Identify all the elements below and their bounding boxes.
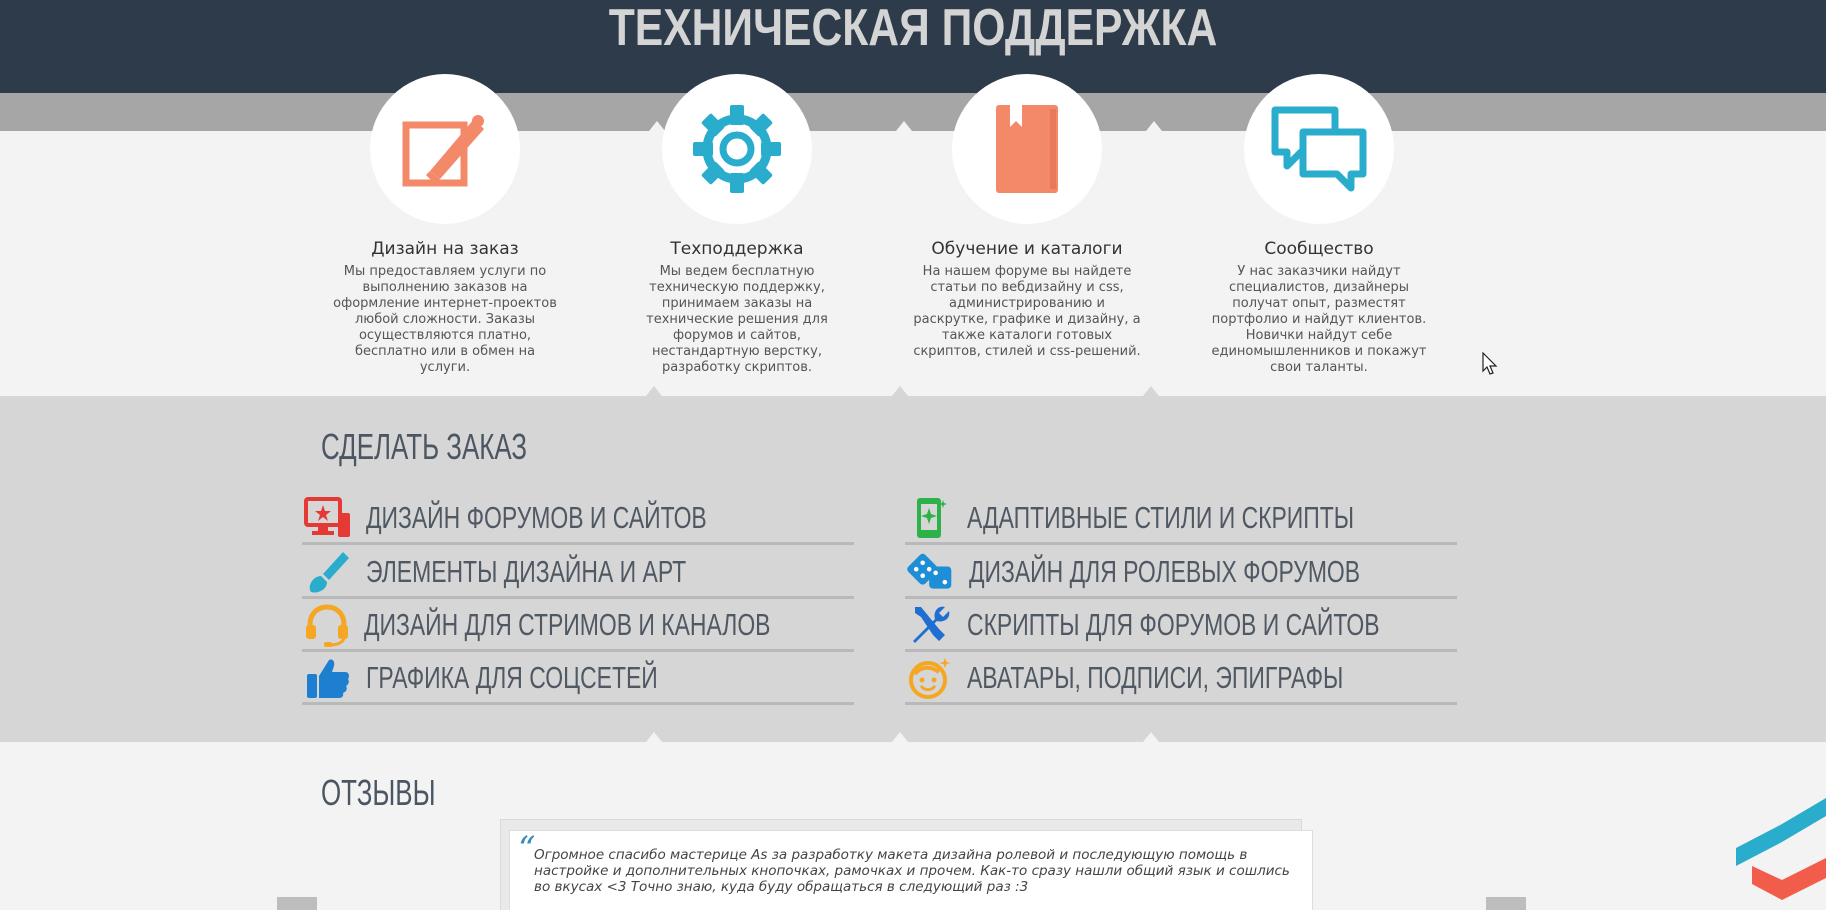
service-community <box>1199 74 1439 376</box>
order-item-label: ДИЗАЙН ДЛЯ РОЛЕВЫХ ФОРУМОВ <box>969 554 1361 589</box>
mouse-cursor-icon <box>1482 352 1498 376</box>
service-title: Дизайн на заказ <box>371 239 519 259</box>
orders-title: СДЕЛАТЬ ЗАКАЗ <box>321 426 528 467</box>
order-item-art[interactable] <box>302 548 854 599</box>
devices-star-icon <box>304 495 352 541</box>
headset-icon <box>304 602 350 648</box>
service-title: Обучение и каталоги <box>931 239 1123 259</box>
reviews-section <box>0 742 1826 910</box>
order-item-scripts[interactable] <box>905 601 1457 652</box>
face-icon <box>907 655 953 701</box>
service-text: Мы ведем бесплатную техническую поддержку, принимаем заказы на технические решения для форумов и сайтов, нестандартную верстку, разработку скриптов. <box>646 264 828 375</box>
order-item-streams[interactable] <box>302 601 854 652</box>
order-item-label: ДИЗАЙН ФОРУМОВ И САЙТОВ <box>366 500 707 535</box>
order-item-label: АВАТАРЫ, ПОДПИСИ, ЭПИГРАФЫ <box>967 660 1344 695</box>
order-item-social[interactable] <box>302 654 854 705</box>
book-icon <box>992 103 1062 195</box>
orders-section <box>0 396 1826 742</box>
service-text: Мы предоставляем услуги по выполнению заказов на оформление интернет-проектов любой сложности. Заказы осуществляются платно, бесплатно или в обмен на услуги. <box>333 264 557 375</box>
divider-notch <box>1143 732 1159 742</box>
corner-logo-icon <box>1736 796 1826 910</box>
service-icon-circle <box>662 74 812 224</box>
divider-notch <box>892 732 908 742</box>
divider-notch <box>646 386 662 396</box>
service-text: На нашем форуме вы найдете статьи по вебдизайну и css, администрированию и раскрутке, графике и дизайну, а также каталоги готовых скриптов, стилей и css-решений. <box>913 264 1141 359</box>
page-title: ТЕХНИЧЕСКАЯ ПОДДЕРЖКА <box>608 0 1218 57</box>
dice-icon <box>907 549 955 595</box>
divider-notch <box>646 732 662 742</box>
quote-icon: “ <box>518 829 536 869</box>
order-item-label: ГРАФИКА ДЛЯ СОЦСЕТЕЙ <box>366 660 658 695</box>
order-item-label: СКРИПТЫ ДЛЯ ФОРУМОВ И САЙТОВ <box>967 607 1380 642</box>
chat-bubbles-icon <box>1271 106 1367 192</box>
reviews-title: ОТЗЫВЫ <box>321 772 436 813</box>
service-design <box>325 74 565 376</box>
order-item-adaptive[interactable] <box>905 494 1457 545</box>
service-learning <box>907 74 1147 360</box>
brush-icon <box>304 549 352 595</box>
order-item-roleplay[interactable] <box>905 548 1457 599</box>
order-item-forum-design[interactable] <box>302 494 854 545</box>
review-text: Огромное спасибо мастерице As за разработку макета дизайна ролевой и последующую помощь в настройке и дополнительных кнопочках, рамочках и прочем. Как-то сразу нашли общий язык и сошлись во вкусах <3 Точно знаю, куда буду обращаться в следующий раз :3 <box>534 847 1290 895</box>
order-item-label: ДИЗАЙН ДЛЯ СТРИМОВ И КАНАЛОВ <box>364 607 771 642</box>
review-prev-button[interactable] <box>277 897 317 910</box>
order-item-avatars[interactable] <box>905 654 1457 705</box>
service-support <box>617 74 857 376</box>
gear-icon <box>691 103 783 195</box>
order-item-label: ЭЛЕМЕНТЫ ДИЗАЙНА И АРТ <box>366 554 687 589</box>
tools-icon <box>907 602 953 648</box>
order-item-label: АДАПТИВНЫЕ СТИЛИ И СКРИПТЫ <box>967 500 1355 535</box>
design-pen-icon <box>400 109 490 189</box>
service-icon-circle <box>952 74 1102 224</box>
thumbs-up-icon <box>304 655 352 701</box>
mobile-sparkle-icon <box>907 495 953 541</box>
service-icon-circle <box>1244 74 1394 224</box>
review-next-button[interactable] <box>1486 897 1526 910</box>
service-icon-circle <box>370 74 520 224</box>
review-card <box>509 830 1313 910</box>
service-title: Сообщество <box>1264 239 1374 259</box>
service-title: Техподдержка <box>670 239 804 259</box>
divider-notch <box>1143 386 1159 396</box>
service-text: У нас заказчики найдут специалистов, дизайнеры получат опыт, разместят портфолио и найдут клиентов. Новички найдут себе единомышленников и покажут свои таланты. <box>1211 264 1427 375</box>
services-section <box>0 74 1826 394</box>
divider-notch <box>892 386 908 396</box>
